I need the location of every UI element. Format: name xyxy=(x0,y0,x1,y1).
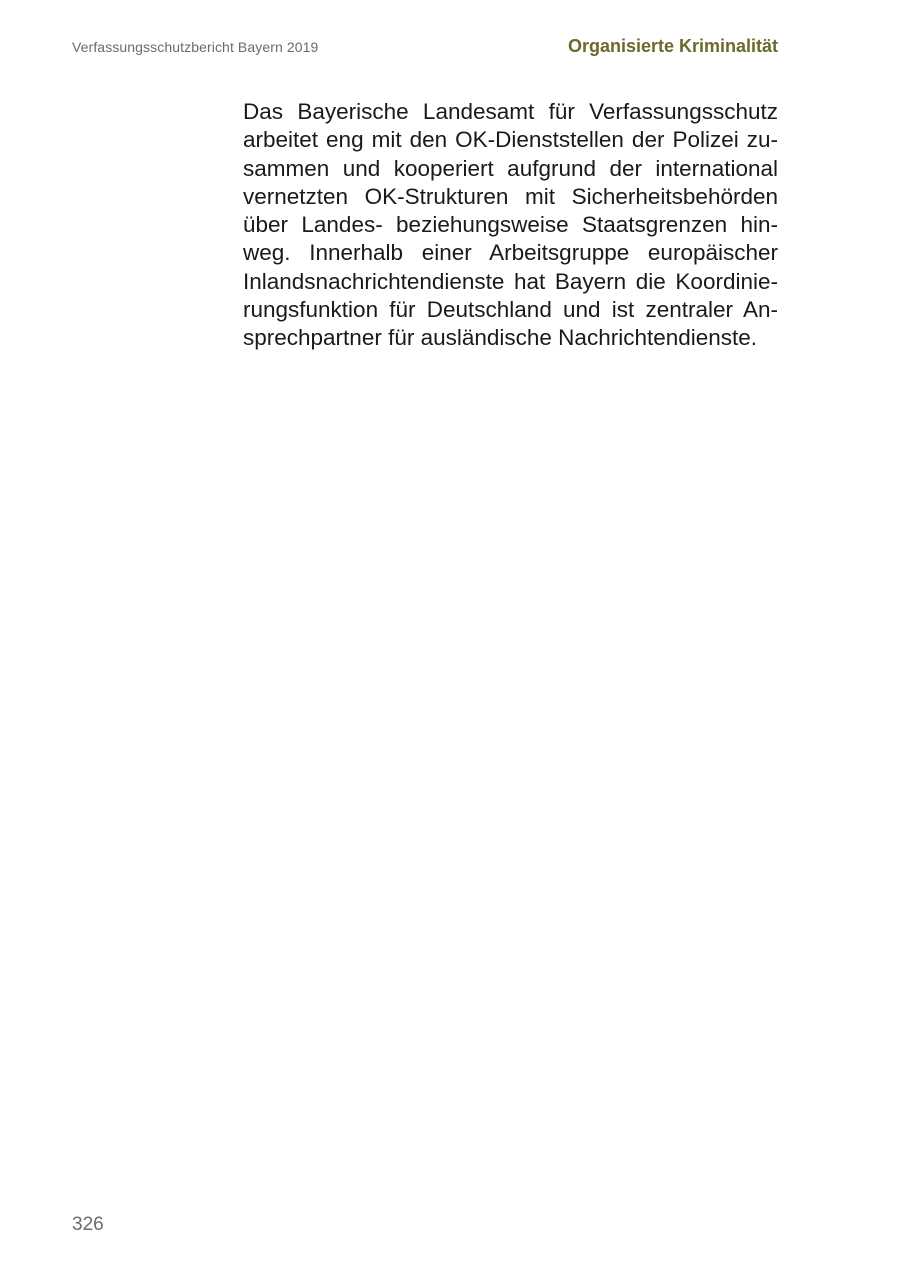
running-header-publication-title: Verfassungsschutzbericht Bayern 2019 xyxy=(72,39,319,55)
page-number: 326 xyxy=(72,1214,104,1235)
running-header-chapter-title: Organisierte Kriminalität xyxy=(567,36,778,56)
body-paragraph: Das Bayerische Landesamt für Verfassungsschutz arbeitet eng mit den OK-Dienststellen der Polizei zusammen und kooperiert aufgrund der international vernetzten OK-Strukturen mit Sicherheitsbehörden über Landes- beziehungsweise Staatsgrenzen hinweg. Innerhalb einer Arbeitsgruppe europäischer Inlandsnachrichtendienste hat Bayern die Koordinierungsfunktion für Deutschland und ist zentraler Ansprechpartner für ausländische Nachrichtendienste. xyxy=(243,99,778,351)
